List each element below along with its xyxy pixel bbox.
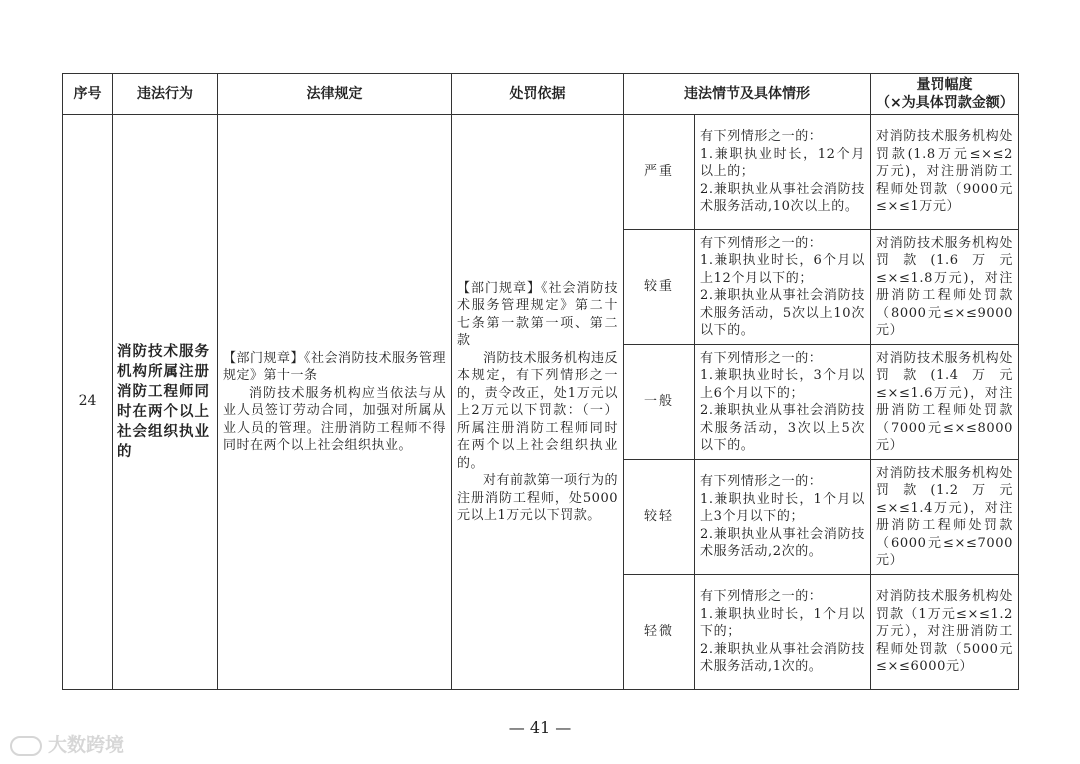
seq-cell: 24 bbox=[63, 115, 113, 690]
page-number: — 41 — bbox=[508, 718, 572, 737]
watermark-text: 大数跨境 bbox=[48, 734, 125, 756]
law-title: 【部门规章】《社会消防技术服务管理规定》第十一条 bbox=[223, 350, 447, 383]
header-law: 法律规定 bbox=[218, 74, 452, 115]
violation-cell: 消防技术服务机构所属注册消防工程师同时在两个以上社会组织执业的 bbox=[113, 115, 218, 690]
header-circumstances: 违法情节及具体情形 bbox=[624, 74, 871, 115]
level-cell: 较轻 bbox=[624, 460, 695, 575]
range-cell: 对消防技术服务机构处罚款(1.2万元≤×≤1.4万元)，对注册消防工程师处罚款（6000元≤×≤7000元） bbox=[871, 460, 1019, 575]
level-cell: 轻微 bbox=[624, 575, 695, 690]
header-range bbox=[871, 74, 1019, 115]
header-row bbox=[63, 74, 1019, 115]
basis-p2: 对有前款第一项行为的注册消防工程师，处5000元以上1万元以下罚款。 bbox=[457, 473, 619, 523]
header-range-title: 量罚幅度 bbox=[916, 77, 973, 93]
header-act: 违法行为 bbox=[113, 74, 218, 115]
range-cell: 对消防技术服务机构处罚款(1.8万元≤×≤2万元)，对注册消防工程师处罚款（9000元≤×≤1万元） bbox=[871, 115, 1019, 230]
penalty-table bbox=[62, 73, 1019, 690]
range-cell: 对消防技术服务机构处罚款(1.4万元≤×≤1.6万元)，对注册消防工程师处罚款（7000元≤×≤8000元） bbox=[871, 345, 1019, 460]
watermark bbox=[10, 730, 124, 757]
detail-cell: 有下列情形之一的： 1.兼职执业时长，3个月以上6个月以下的； 2.兼职执业从事社会消防技术服务活动，3次以上5次以下的。 bbox=[695, 345, 871, 460]
header-basis: 处罚依据 bbox=[452, 74, 624, 115]
basis-cell bbox=[452, 115, 624, 690]
detail-cell: 有下列情形之一的： 1.兼职执业时长，12个月以上的； 2.兼职执业从事社会消防技术服务活动,10次以上的。 bbox=[695, 115, 871, 230]
law-cell bbox=[218, 115, 452, 690]
detail-cell: 有下列情形之一的： 1.兼职执业时长，1个月以上3个月以下的； 2.兼职执业从事社会消防技术服务活动,2次的。 bbox=[695, 460, 871, 575]
level-cell: 一般 bbox=[624, 345, 695, 460]
range-cell: 对消防技术服务机构处罚款(1.6万元≤×≤1.8万元)，对注册消防工程师处罚款（8000元≤×≤9000元） bbox=[871, 230, 1019, 345]
level-cell: 严重 bbox=[624, 115, 695, 230]
header-range-note: （×为具体罚款金额） bbox=[876, 95, 1014, 111]
detail-cell: 有下列情形之一的： 1.兼职执业时长，1个月以下的； 2.兼职执业从事社会消防技术服务活动,1次的。 bbox=[695, 575, 871, 690]
range-cell: 对消防技术服务机构处罚款（1万元≤×≤1.2万元），对注册消防工程师处罚款（5000元≤×≤6000元） bbox=[871, 575, 1019, 690]
header-seq: 序号 bbox=[63, 74, 113, 115]
law-body: 消防技术服务机构应当依法与从业人员签订劳动合同，加强对所属从业人员的管理。注册消防工程师不得同时在两个以上社会组织执业。 bbox=[223, 385, 446, 453]
detail-cell: 有下列情形之一的： 1.兼职执业时长，6个月以上12个月以下的； 2.兼职执业从事社会消防技术服务活动，5次以上10次以下的。 bbox=[695, 230, 871, 345]
basis-p1: 消防技术服务机构违反本规定，有下列情形之一的，责令改正，处1万元以上2万元以下罚款：（一）所属注册消防工程师同时在两个以上社会组织执业的。 bbox=[457, 350, 619, 471]
table-row bbox=[63, 115, 1019, 230]
level-cell: 较重 bbox=[624, 230, 695, 345]
basis-title: 【部门规章】《社会消防技术服务管理规定》第二十七条第一款第一项、第二款 bbox=[457, 280, 618, 348]
watermark-logo-icon bbox=[10, 736, 42, 756]
